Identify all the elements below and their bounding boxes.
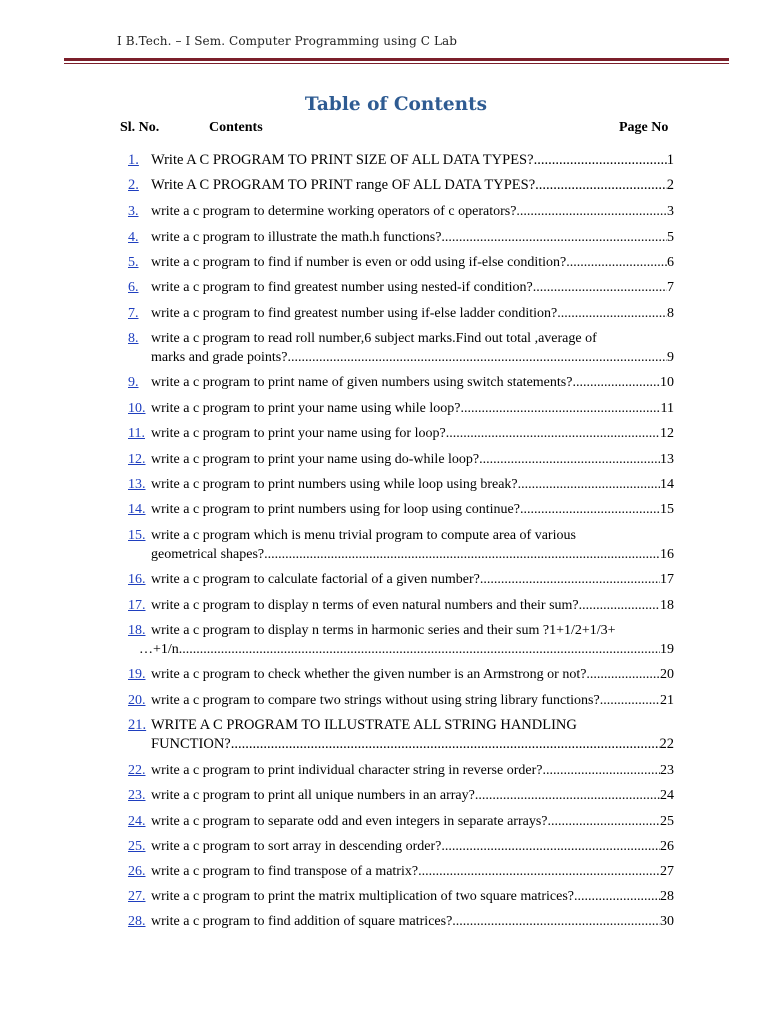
toc-entry-number-link[interactable]: 22. [128,763,146,778]
toc-entry-title: write a c program which is menu trivial program to compute area of various [151,528,576,543]
toc-entry-page-number: 19 [660,642,674,657]
toc-title: Table of Contents [304,94,488,115]
toc-entry-page-number: 10 [660,375,674,390]
dot-leader [520,500,660,519]
dot-leader [452,912,660,931]
toc-entry-title-continued: …+1/n [139,642,179,657]
toc-entry-page-number: 28 [660,889,674,904]
dot-leader [179,640,660,659]
dot-leader [479,450,660,469]
toc-entry-title: write a c program to print your name using while loop? [151,401,461,416]
toc-entry-number-link[interactable]: 16. [128,572,146,587]
toc-entry-title: write a c program to display n terms of even natural numbers and their sum? [151,598,579,613]
toc-entry-page-number: 9 [667,350,674,365]
toc-entry-number-link[interactable]: 6. [128,280,139,295]
column-header-contents: Contents [209,120,263,135]
toc-entry-title-continued: marks and grade points? [151,350,288,365]
toc-entry-title: Write A C PROGRAM TO PRINT SIZE OF ALL DATA TYPES? [151,152,534,168]
dot-leader [441,837,660,856]
toc-entry-page-number: 26 [660,839,674,854]
toc-entry-number-link[interactable]: 13. [128,477,146,492]
dot-leader [574,887,660,906]
toc-entry-title: write a c program to find addition of square matrices? [151,914,453,929]
dot-leader [566,253,667,272]
header-rule [64,58,729,61]
toc-entry-page-number: 17 [660,572,674,587]
dot-leader [518,475,660,494]
toc-entry-page-number: 3 [667,204,674,219]
dot-leader [287,348,667,367]
dot-leader [480,570,660,589]
toc-entry-page-number: 14 [660,477,674,492]
toc-entry-number-link[interactable]: 19. [128,667,146,682]
dot-leader [586,665,660,684]
toc-entry-title: write a c program to read roll number,6 subject marks.Find out total ,average of [151,331,597,346]
dot-leader [418,862,660,881]
toc-entry-page-number: 2 [666,177,674,193]
toc-entry-title: Write A C PROGRAM TO PRINT range OF ALL DATA TYPES? [151,177,536,193]
dot-leader [579,596,660,615]
toc-entry-number-link[interactable]: 15. [128,528,146,543]
column-header-sl-no: Sl. No. [120,120,160,135]
toc-entry-title: write a c program to print individual character string in reverse order? [151,763,543,778]
dot-leader [572,373,660,392]
toc-entry-title: write a c program to find greatest number using nested-if condition? [151,280,533,295]
dot-leader [446,424,660,443]
toc-entry-number-link[interactable]: 4. [128,230,139,245]
toc-entry-number-link[interactable]: 8. [128,331,139,346]
toc-entry-title: write a c program to print numbers using while loop using break? [151,477,518,492]
toc-entry-page-number: 24 [660,788,674,803]
toc-entry-title: write a c program to calculate factorial of a given number? [151,572,480,587]
toc-entry-page-number: 22 [659,736,674,752]
toc-entry-title-continued: FUNCTION? [151,736,231,752]
toc-entry-page-number: 18 [660,598,674,613]
toc-entry-page-number: 11 [660,401,674,416]
toc-entry-page-number: 20 [660,667,674,682]
header-rule-thin [64,63,729,64]
dot-leader [231,735,660,754]
toc-entry-number-link[interactable]: 25. [128,839,146,854]
toc-entry-number-link[interactable]: 26. [128,864,146,879]
toc-entry-page-number: 30 [660,914,674,929]
toc-entry-page-number: 25 [660,814,674,829]
running-header: I B.Tech. – I Sem. Computer Programming using C Lab [117,34,458,48]
dot-leader [516,202,667,221]
toc-entry-page-number: 13 [660,452,674,467]
toc-entry-title: write a c program to check whether the given number is an Armstrong or not? [151,667,587,682]
dot-leader [547,812,660,831]
toc-entry-number-link[interactable]: 1. [128,152,139,168]
toc-entry-title: write a c program to display n terms in harmonic series and their sum ?1+1/2+1/3+ [151,623,616,638]
toc-entry-number-link[interactable]: 14. [128,502,146,517]
toc-entry-title: WRITE A C PROGRAM TO ILLUSTRATE ALL STRING HANDLING [151,717,577,733]
toc-entry-number-link[interactable]: 3. [128,204,139,219]
toc-entry-number-link[interactable]: 20. [128,693,146,708]
toc-entry-number-link[interactable]: 12. [128,452,146,467]
toc-entry-number-link[interactable]: 2. [128,177,139,193]
column-header-page-no: Page No [619,120,669,135]
toc-entry-title: write a c program to compare two strings without using string library functions? [151,693,600,708]
toc-entry-page-number: 27 [660,864,674,879]
toc-entry-page-number: 23 [660,763,674,778]
toc-entry-title: write a c program to sort array in descending order? [151,839,442,854]
toc-entry-title: write a c program to print numbers using for loop using continue? [151,502,520,517]
dot-leader [535,176,667,195]
toc-entry-number-link[interactable]: 23. [128,788,146,803]
toc-entry-title: write a c program to find greatest number using if-else ladder condition? [151,306,558,321]
toc-entry-title: write a c program to separate odd and even integers in separate arrays? [151,814,548,829]
toc-entry-page-number: 1 [666,152,674,168]
toc-entry-title: write a c program to print all unique numbers in an array? [151,788,475,803]
toc-entry-number-link[interactable]: 18. [128,623,146,638]
dot-leader [557,304,667,323]
toc-entry-page-number: 21 [660,693,674,708]
dot-leader [533,278,667,297]
toc-entry-title: write a c program to find if number is even or odd using if-else condition? [151,255,567,270]
toc-entry-number-link[interactable]: 21. [128,717,147,733]
toc-entry-page-number: 6 [667,255,674,270]
dot-leader [600,691,660,710]
toc-entry-page-number: 7 [667,280,674,295]
toc-entry-title: write a c program to determine working operators of c operators? [151,204,517,219]
toc-entry-page-number: 5 [667,230,674,245]
toc-entry-number-link[interactable]: 24. [128,814,146,829]
toc-entry-number-link[interactable]: 7. [128,306,139,321]
toc-entry-number-link[interactable]: 27. [128,889,146,904]
toc-entry-number-link[interactable]: 28. [128,914,146,929]
toc-entry-number-link[interactable]: 11. [128,426,145,441]
toc-entry-page-number: 15 [660,502,674,517]
toc-entry-title: write a c program to print your name using for loop? [151,426,446,441]
toc-entry-number-link[interactable]: 17. [128,598,146,613]
dot-leader [264,545,660,564]
toc-entry-page-number: 12 [660,426,674,441]
dot-leader [475,786,660,805]
dot-leader [460,399,660,418]
toc-entry-title-continued: geometrical shapes? [151,547,265,562]
toc-entry-page-number: 8 [667,306,674,321]
toc-entry-title: write a c program to print the matrix multiplication of two square matrices? [151,889,574,904]
toc-entry-page-number: 16 [660,547,674,562]
dot-leader [534,151,667,170]
toc-entry-title: write a c program to find transpose of a matrix? [151,864,419,879]
toc-entry-number-link[interactable]: 5. [128,255,139,270]
dot-leader [542,761,660,780]
toc-entry-title: write a c program to print your name using do-while loop? [151,452,480,467]
toc-entry-title: write a c program to print name of given numbers using switch statements? [151,375,573,390]
toc-entry-number-link[interactable]: 10. [128,401,146,416]
dot-leader [441,228,667,247]
toc-entry-number-link[interactable]: 9. [128,375,139,390]
toc-entry-title: write a c program to illustrate the math.h functions? [151,230,442,245]
